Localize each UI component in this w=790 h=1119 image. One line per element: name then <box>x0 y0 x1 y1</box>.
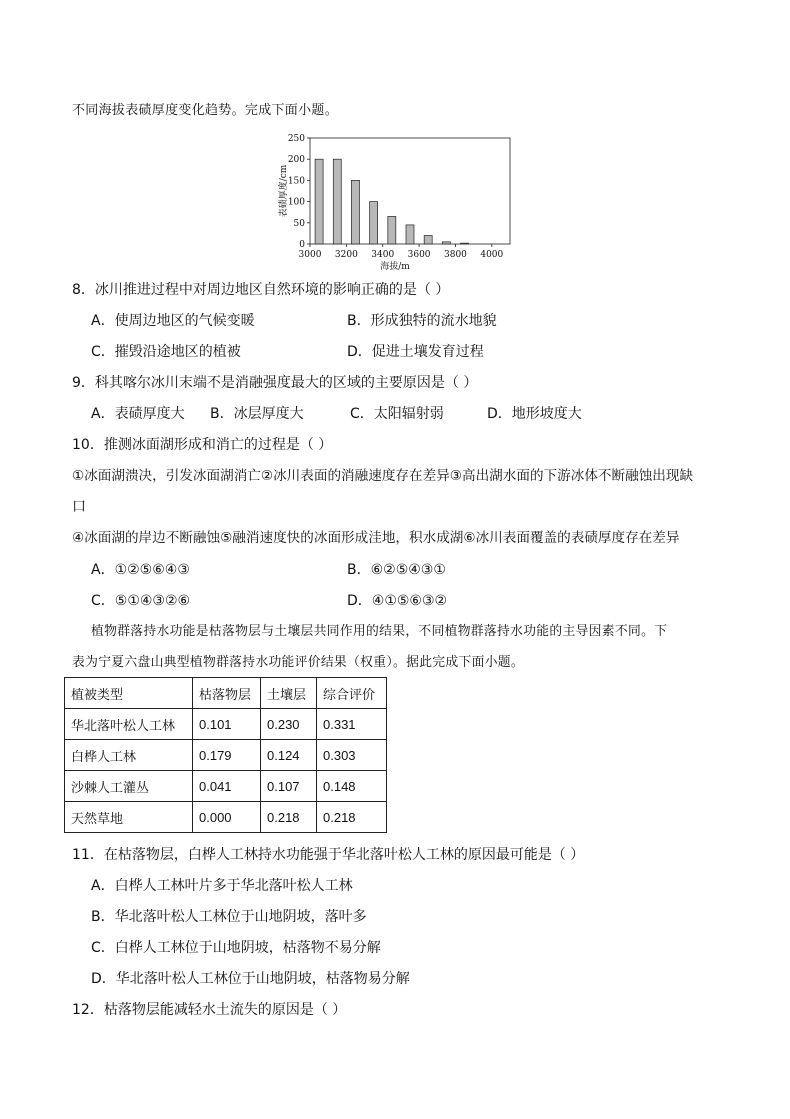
vegetation-water-table <box>64 677 387 833</box>
q8-stem: 8．冰川推进过程中对周边地区自然环境的影响正确的是（ ） <box>72 282 450 298</box>
intro-text: 不同海拔表碛厚度变化趋势。完成下面小题。 <box>72 103 339 118</box>
table-cell: 白桦人工林 <box>65 740 193 771</box>
x-tick-label: 3200 <box>334 250 358 260</box>
bar <box>388 216 396 244</box>
q10-statement-line-1: ①冰面湖溃决，引发冰面湖消亡②冰川表面的消融速度存在差异③高出湖水面的下游冰体不断融蚀出现缺 <box>72 468 694 484</box>
table-row <box>65 740 387 771</box>
q11-option-d[interactable]: D．华北落叶松人工林位于山地阴坡，枯落物易分解 <box>91 971 410 987</box>
bar <box>315 159 323 244</box>
table-row <box>65 709 387 740</box>
table-cell: 0.230 <box>261 709 317 740</box>
q10-stem: 10．推测冰面湖形成和消亡的过程是（ ） <box>72 437 333 453</box>
x-tick-label: 3400 <box>371 250 395 260</box>
q8-option-b[interactable]: B．形成独特的流水地貌 <box>347 313 497 329</box>
table-header-cell: 土壤层 <box>261 678 317 709</box>
q12-stem: 12．枯落物层能减轻水土流失的原因是（ ） <box>72 1002 347 1018</box>
q9-option-b[interactable]: B．冰层厚度大 <box>210 406 304 422</box>
q10-statement-line-2: 口 <box>72 499 86 515</box>
q11-option-b[interactable]: B．华北落叶松人工林位于山地阴坡，落叶多 <box>91 909 367 925</box>
table-cell: 0.124 <box>261 740 317 771</box>
q11-stem: 11．在枯落物层，白桦人工林持水功能强于华北落叶松人工林的原因最可能是（ ） <box>72 847 585 863</box>
table-cell: 0.331 <box>317 709 387 740</box>
q9-option-d[interactable]: D．地形坡度大 <box>487 406 582 422</box>
table-header-row <box>65 678 387 709</box>
passage-line-2: 表为宁夏六盘山典型植物群落持水功能评价结果（权重）。据此完成下面小题。 <box>72 655 524 670</box>
q9-option-c[interactable]: C．太阳辐射弱 <box>350 406 444 422</box>
table-cell: 天然草地 <box>65 802 193 833</box>
y-tick-label: 150 <box>287 176 305 187</box>
bar <box>461 243 469 244</box>
table-cell: 华北落叶松人工林 <box>65 709 193 740</box>
table-cell: 0.101 <box>193 709 261 740</box>
table-cell: 0.041 <box>193 771 261 802</box>
bar <box>424 236 432 244</box>
table-header-cell: 综合评价 <box>317 678 387 709</box>
bar <box>333 159 341 244</box>
q8-option-a[interactable]: A．使周边地区的气候变暖 <box>91 313 255 329</box>
q9-stem: 9．科其喀尔冰川末端不是消融强度最大的区域的主要原因是（ ） <box>72 375 478 391</box>
q10-option-a[interactable]: A．①②⑤⑥④③ <box>91 562 190 578</box>
y-tick-label: 250 <box>287 134 305 144</box>
table-cell: 0.303 <box>317 740 387 771</box>
x-tick-label: 4000 <box>480 250 504 260</box>
altitude-debris-bar-chart <box>276 130 516 275</box>
table-row <box>65 771 387 802</box>
y-tick-label: 100 <box>287 197 305 208</box>
y-tick-label: 200 <box>287 155 305 166</box>
table-header-cell: 植被类型 <box>65 678 193 709</box>
q8-option-d[interactable]: D．促进土壤发育过程 <box>347 344 484 360</box>
q11-option-c[interactable]: C．白桦人工林位于山地阴坡，枯落物不易分解 <box>91 940 381 956</box>
x-tick-label: 3000 <box>298 250 322 260</box>
bar <box>442 242 450 244</box>
bar <box>351 180 359 244</box>
x-tick-label: 3600 <box>407 250 431 260</box>
bar <box>406 225 414 244</box>
y-tick-label: 50 <box>293 218 305 229</box>
y-axis-label: 表碛厚度/cm <box>279 164 289 218</box>
table-cell: 0.218 <box>317 802 387 833</box>
q10-option-d[interactable]: D．④①⑤⑥③② <box>347 593 448 609</box>
table-row <box>65 802 387 833</box>
table-header-cell: 枯落物层 <box>193 678 261 709</box>
x-axis-label: 海拔/m <box>380 262 410 272</box>
q11-option-a[interactable]: A．白桦人工林叶片多于华北落叶松人工林 <box>91 878 353 894</box>
q10-statement-line-3: ④冰面湖的岸边不断融蚀⑤融消速度快的冰面形成洼地，积水成湖⑥冰川表面覆盖的表碛厚度存在差异 <box>72 530 680 546</box>
q10-option-b[interactable]: B．⑥②⑤④③① <box>347 562 446 578</box>
q9-option-a[interactable]: A．表碛厚度大 <box>91 406 185 422</box>
table-cell: 0.218 <box>261 802 317 833</box>
table-cell: 0.148 <box>317 771 387 802</box>
table-cell: 沙棘人工灌丛 <box>65 771 193 802</box>
y-tick-label: 0 <box>299 240 305 250</box>
x-tick-label: 3800 <box>444 250 467 260</box>
q10-option-c[interactable]: C．⑤①④③②⑥ <box>91 593 191 609</box>
table-cell: 0.179 <box>193 740 261 771</box>
bar <box>370 202 378 244</box>
table-cell: 0.107 <box>261 771 317 802</box>
q8-option-c[interactable]: C．摧毁沿途地区的植被 <box>91 344 241 360</box>
table-cell: 0.000 <box>193 802 261 833</box>
passage-line-1: 植物群落持水功能是枯落物层与土壤层共同作用的结果，不同植物群落持水功能的主导因素不同。下 <box>91 624 668 639</box>
